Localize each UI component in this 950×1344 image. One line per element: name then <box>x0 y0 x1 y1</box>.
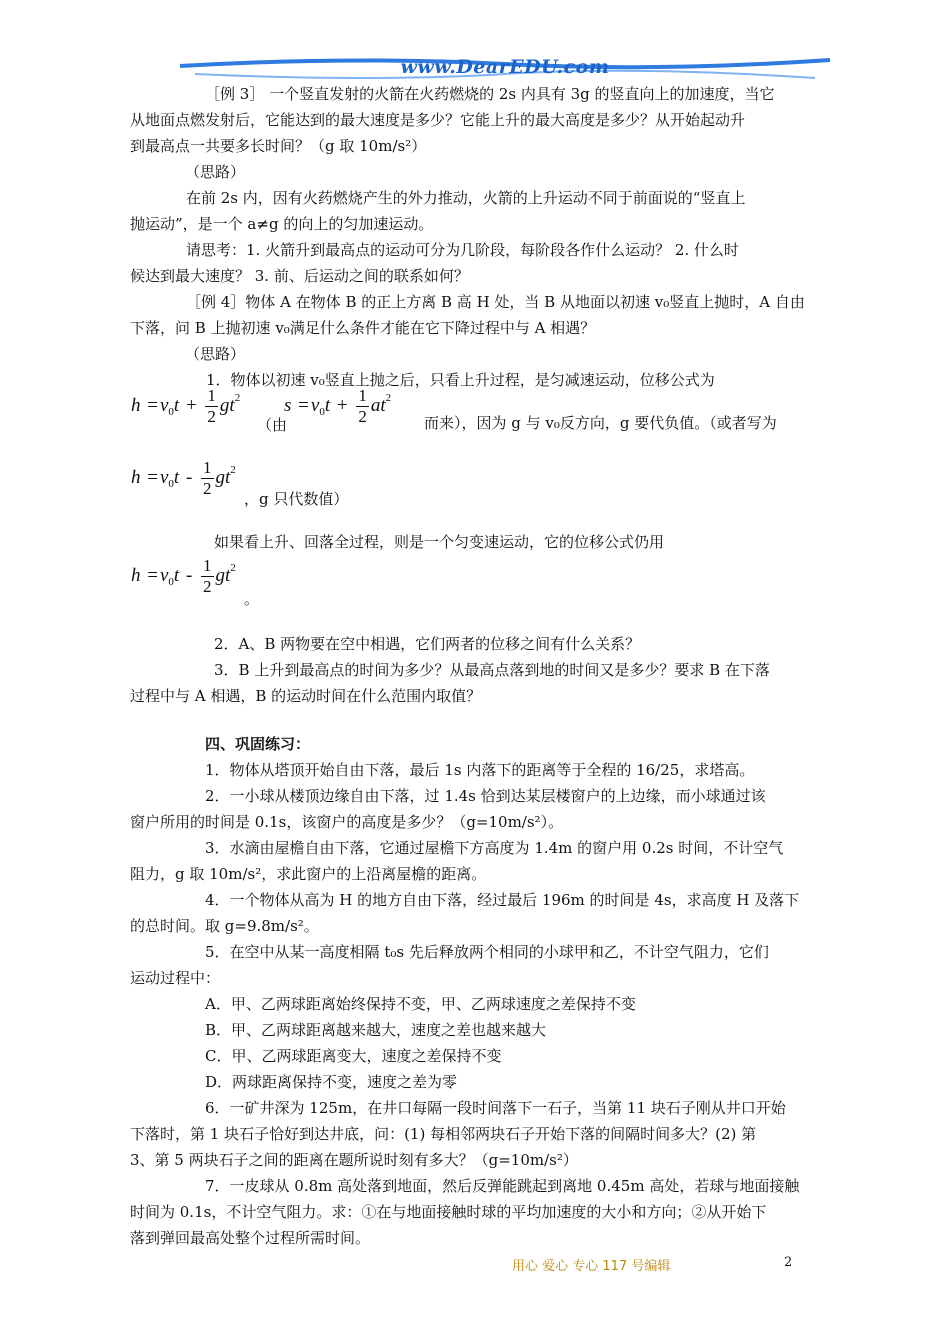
line-14: ，g 只代数值） <box>244 490 349 508</box>
line-1: ［例 3］ 一个竖直发射的火箭在火药燃烧的 2s 内具有 3g 的竖直向上的加速度，当它 <box>205 85 775 103</box>
exercise-5-option-c: C．甲、乙两球距离变大，速度之差保持不变 <box>205 1047 502 1065</box>
line-2: 从地面点燃发射后，它能达到的最大速度是多少？它能上升的最大高度是多少？从开始起动升 <box>130 111 746 129</box>
line-4: （思路） <box>185 163 246 181</box>
exercise-7c: 落到弹回最高处整个过程所需时间。 <box>130 1229 371 1247</box>
footer-motto: 用心 爱心 专心 117 号编辑 <box>512 1259 671 1274</box>
line-18: 3．B 上升到最高点的时间为多少？从最高点落到地的时间又是多少？要求 B 在下落 <box>214 661 770 679</box>
exercise-5a: 5．在空中从某一高度相隔 t₀s 先后释放两个相同的小球甲和乙，不计空气阻力，它们 <box>205 943 769 961</box>
line-16: 。 <box>244 590 260 608</box>
exercise-3b: 阻力，g 取 10m/s²，求此窗户的上沿离屋檐的距离。 <box>130 865 487 883</box>
exercise-1: 1．物体从塔顶开始自由下落，最后 1s 内落下的距离等于全程的 16/25，求塔高。 <box>205 761 755 779</box>
exercise-7b: 时间为 0.1s，不计空气阻力。求：①在与地面接触时球的平均加速度的大小和方向；②从开始下 <box>130 1203 767 1221</box>
exercise-5-option-d: D．两球距离保持不变，速度之差为零 <box>205 1073 458 1091</box>
line-11: （思路） <box>185 345 246 363</box>
line-17: 2．A、B 两物要在空中相遇，它们两者的位移之间有什么关系？ <box>214 635 641 653</box>
line-6: 抛运动”，是一个 a≠g 的向上的匀加速运动。 <box>130 215 434 233</box>
site-name: www.DearEDU.com <box>400 56 610 78</box>
line-7: 请思考：1. 火箭升到最高点的运动可分为几阶段，每阶段各作什么运动？ 2. 什么时 <box>186 241 739 259</box>
line-10: 下落，问 B 上抛初速 v₀满足什么条件才能在它下降过程中与 A 相遇？ <box>130 319 596 337</box>
line-3: 到最高点一共要多长时间？（g 取 10m/s²） <box>130 137 427 155</box>
line-8: 候达到最大速度？ 3. 前、后运动之间的联系如何？ <box>130 267 469 285</box>
exercise-6c: 3、第 5 两块石子之间的距离在题所说时刻有多大？（g=10m/s²） <box>130 1151 578 1169</box>
line-5: 在前 2s 内，因有火药燃烧产生的外力推动，火箭的上升运动不同于前面说的“竖直上 <box>186 189 746 207</box>
formula-h-minus-1: $h = v_0t$ - $\frac{1}{2}$ $gt^2$ <box>131 458 236 498</box>
line-12: 1．物体以初速 v₀竖直上抛之后，只看上升过程，是匀减速运动，位移公式为 <box>206 371 715 389</box>
section-4-heading: 四、巩固练习： <box>205 735 311 753</box>
line-13a: （由 <box>257 416 288 434</box>
exercise-7a: 7．一皮球从 0.8m 高处落到地面，然后反弹能跳起到离地 0.45m 高处，若球与地面接触 <box>205 1177 800 1195</box>
exercise-2a: 2．一小球从楼顶边缘自由下落，过 1.4s 恰到达某层楼窗户的上边缘，而小球通过该 <box>205 787 766 805</box>
exercise-4b: 的总时间。取 g=9.8m/s²。 <box>130 917 319 935</box>
formula-h-plus: $h = v_0t$ + $\frac{1}{2}$ $gt^2$ <box>131 386 241 426</box>
page-number: 2 <box>784 1255 793 1270</box>
exercise-5-option-a: A．甲、乙两球距离始终保持不变，甲、乙两球速度之差保持不变 <box>205 995 636 1013</box>
formula-h-minus-2: $h = v_0t$ - $\frac{1}{2}$ $gt^2$ <box>131 556 236 596</box>
line-15: 如果看上升、回落全过程，则是一个匀变速运动，它的位移公式仍用 <box>214 533 665 551</box>
exercise-5b: 运动过程中： <box>130 969 221 987</box>
line-19: 过程中与 A 相遇，B 的运动时间在什么范围内取值？ <box>130 687 482 705</box>
exercise-2b: 窗户所用的时间是 0.1s，该窗户的高度是多少？（g=10m/s²）。 <box>130 813 564 831</box>
exercise-6b: 下落时，第 1 块石子恰好到达井底，问：(1) 每相邻两块石子开始下落的间隔时间多大？(2) 第 <box>130 1125 757 1143</box>
exercise-3a: 3．水滴由屋檐自由下落，它通过屋檐下方高度为 1.4m 的窗户用 0.2s 时间，不计空气 <box>205 839 784 857</box>
exercise-4a: 4．一个物体从高为 H 的地方自由下落，经过最后 196m 的时间是 4s，求高度 H 及落下 <box>205 891 800 909</box>
formula-s: $s = v_0t$ + $\frac{1}{2}$ $at^2$ <box>284 386 392 426</box>
line-13b: 而来），因为 g 与 v₀反方向，g 要代负值。（或者写为 <box>424 414 777 432</box>
exercise-5-option-b: B．甲、乙两球距离越来越大，速度之差也越来越大 <box>205 1021 547 1039</box>
line-9: ［例 4］物体 A 在物体 B 的正上方离 B 高 H 处，当 B 从地面以初速 v₀竖直上抛时，A 自由 <box>186 293 805 311</box>
exercise-6a: 6．一矿井深为 125m，在井口每隔一段时间落下一石子，当第 11 块石子刚从井口开始 <box>205 1099 786 1117</box>
